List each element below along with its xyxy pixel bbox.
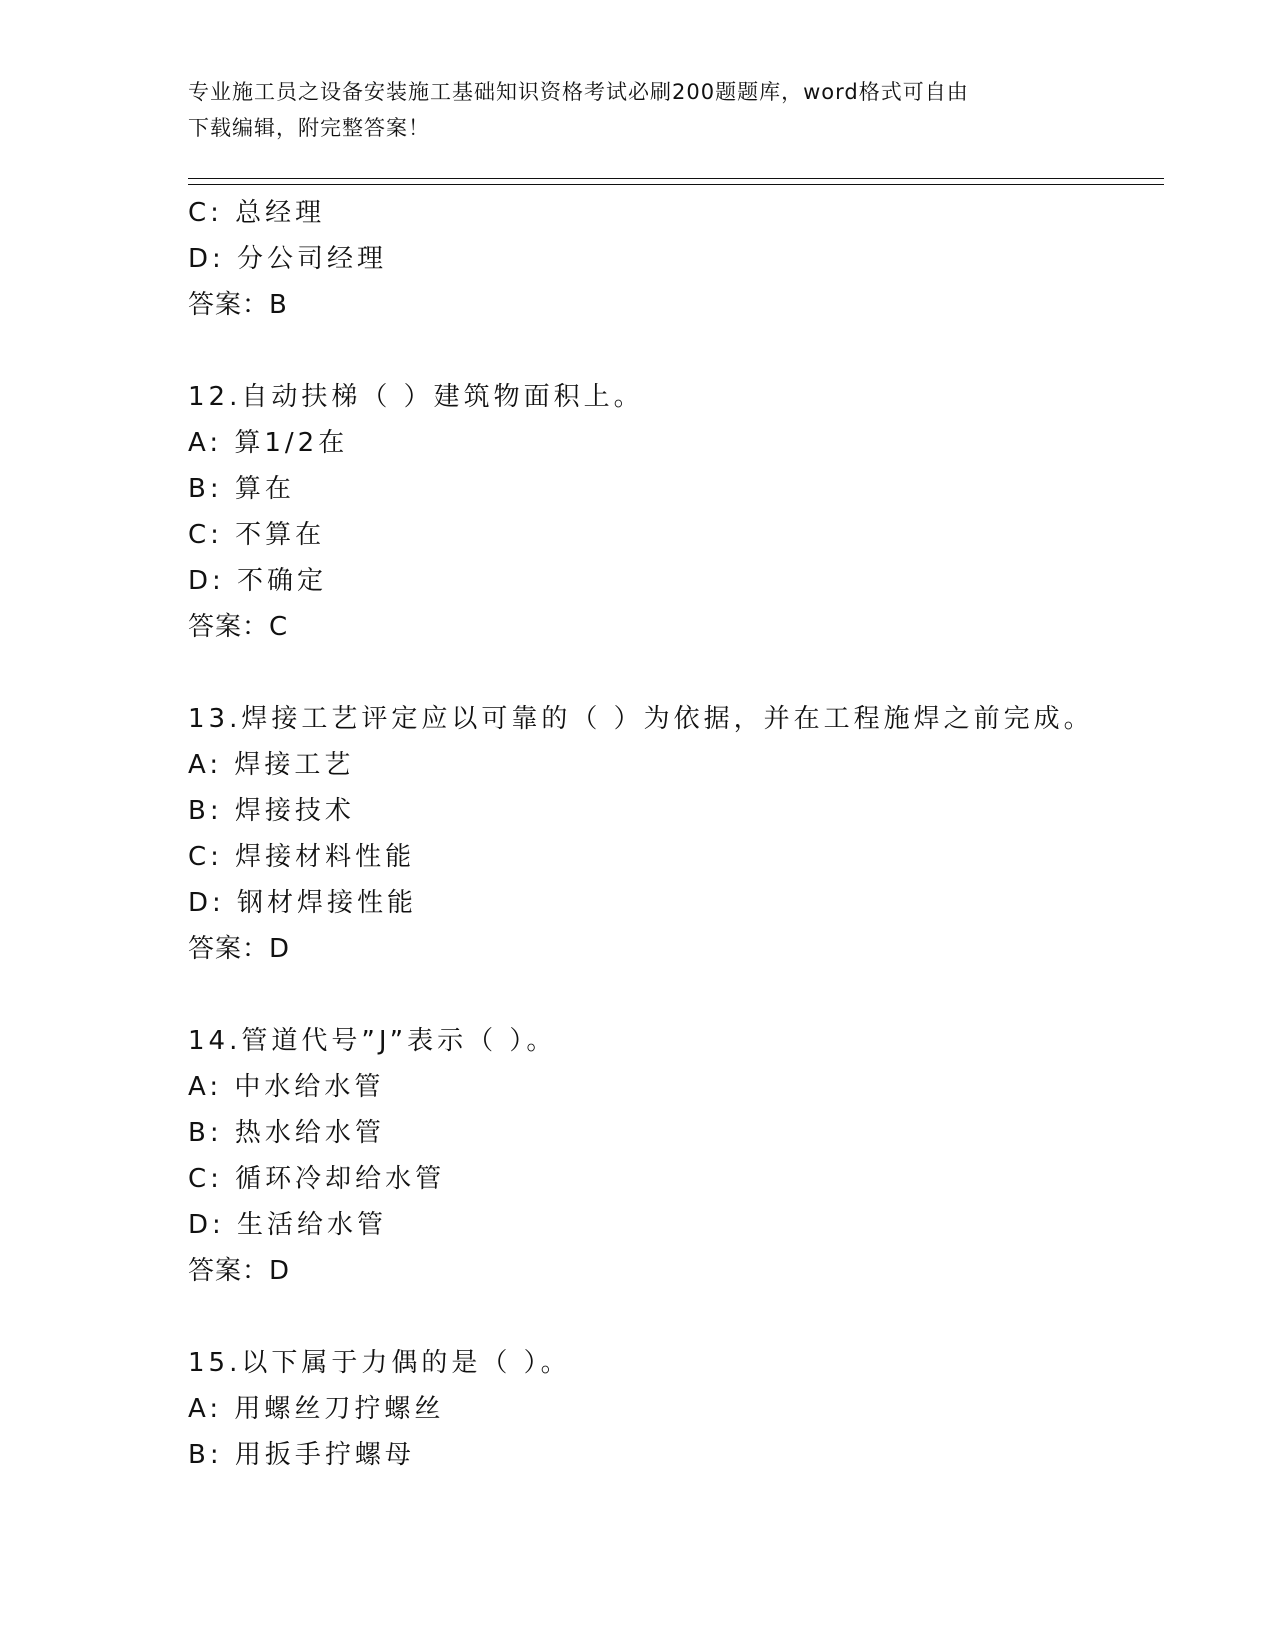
option-c: C: 循环冷却给水管 (188, 1164, 446, 1194)
header-line-2: 下载编辑，附完整答案！ (188, 116, 430, 140)
spacer (188, 972, 1148, 1018)
question-14: 14.管道代号”J”表示（ ）。 (188, 1026, 557, 1056)
option-c: C: 焊接材料性能 (188, 842, 416, 872)
header-line-1: 专业施工员之设备安装施工基础知识资格考试必刷200题题库，word格式可自由 (188, 80, 969, 104)
header-divider-bottom (188, 184, 1164, 185)
spacer (188, 328, 1148, 374)
answer: 答案：B (188, 290, 288, 320)
option-d: D: 钢材焊接性能 (188, 888, 418, 918)
option-a: A: 中水给水管 (188, 1072, 385, 1102)
option-c: C: 不算在 (188, 520, 326, 550)
answer: 答案：C (188, 612, 289, 642)
answer: 答案：D (188, 934, 291, 964)
option-b: B: 用扳手拧螺母 (188, 1440, 415, 1470)
option-d: D: 不确定 (188, 566, 328, 596)
option-d: D: 分公司经理 (188, 244, 388, 274)
question-list (188, 190, 1148, 1478)
answer: 答案：D (188, 1256, 291, 1286)
header-divider-top (188, 178, 1164, 179)
option-a: A: 算1/2在 (188, 428, 349, 458)
question-15: 15.以下属于力偶的是（ ）。 (188, 1348, 571, 1378)
option-a: A: 用螺丝刀拧螺丝 (188, 1394, 445, 1424)
document-header (188, 74, 1088, 146)
option-b: B: 焊接技术 (188, 796, 355, 826)
option-b: B: 热水给水管 (188, 1118, 385, 1148)
option-c: C: 总经理 (188, 198, 326, 228)
spacer (188, 650, 1148, 696)
spacer (188, 1294, 1148, 1340)
question-13: 13.焊接工艺评定应以可靠的（ ）为依据，并在工程施焊之前完成。 (188, 704, 1094, 734)
question-12: 12.自动扶梯（ ）建筑物面积上。 (188, 382, 644, 412)
option-b: B: 算在 (188, 474, 295, 504)
option-d: D: 生活给水管 (188, 1210, 388, 1240)
option-a: A: 焊接工艺 (188, 750, 355, 780)
